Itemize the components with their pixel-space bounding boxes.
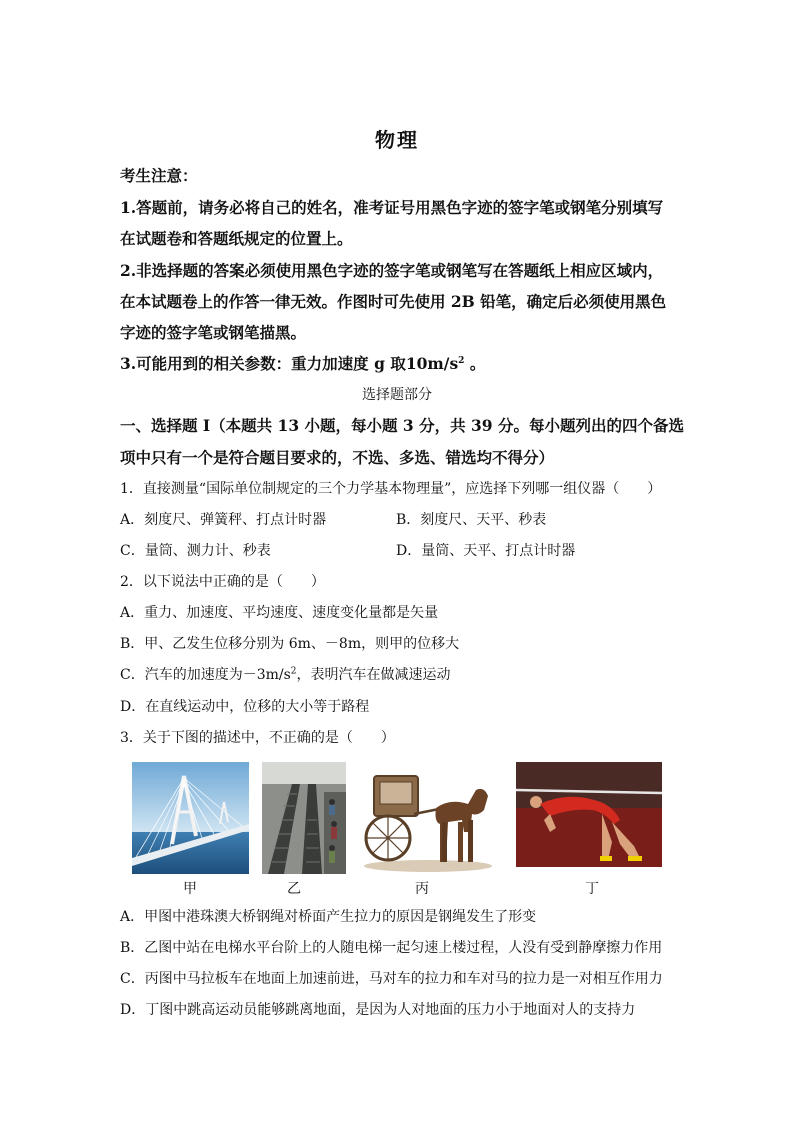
q2-option-a: A．重力、加速度、平均速度、速度变化量都是矢量 bbox=[120, 605, 439, 621]
figure-caption-yi: 乙 bbox=[287, 881, 301, 897]
bridge-image bbox=[132, 762, 249, 874]
notice-line-3: 2.非选择题的答案必须使用黑色字迹的签字笔或钢笔写在答题纸上相应区域内， bbox=[120, 261, 664, 280]
notice-line-6-exponent: 2 bbox=[458, 355, 465, 366]
notice-line-6 bbox=[120, 352, 680, 374]
q2-option-c bbox=[120, 664, 680, 684]
q2-option-c-text: C．汽车的加速度为－3m/s bbox=[120, 667, 291, 683]
section-title: 选择题部分 bbox=[362, 387, 432, 403]
notice-line-1: 1.答题前，请务必将自己的姓名，准考证号用黑色字迹的签字笔或钢笔分别填写 bbox=[120, 198, 664, 217]
high-jump-image bbox=[516, 762, 662, 867]
figure-caption-bing: 丙 bbox=[415, 881, 429, 897]
q2-option-c-end: ，表明汽车在做减速运动 bbox=[296, 667, 451, 683]
notice-line-4: 在本试题卷上的作答一律无效。作图时可先使用 2B 铅笔，确定后必须使用黑色 bbox=[120, 292, 667, 311]
notice-heading: 考生注意： bbox=[120, 166, 198, 185]
figure-caption-ding: 丁 bbox=[585, 881, 599, 897]
q3-option-a: A．甲图中港珠澳大桥钢绳对桥面产生拉力的原因是钢绳发生了形变 bbox=[120, 909, 537, 925]
q2-option-d: D．在直线运动中，位移的大小等于路程 bbox=[120, 699, 370, 715]
q3-option-b: B．乙图中站在电梯水平台阶上的人随电梯一起匀速上楼过程，人没有受到静摩擦力作用 bbox=[120, 940, 663, 956]
q1-option-a: A．刻度尺、弹簧秤、打点计时器 bbox=[120, 512, 327, 528]
q1-option-b: B．刻度尺、天平、秒表 bbox=[396, 512, 547, 528]
horse-cart-image bbox=[358, 762, 498, 874]
q3-option-c: C．丙图中马拉板车在地面上加速前进，马对车的拉力和车对马的拉力是一对相互作用力 bbox=[120, 971, 663, 987]
notice-line-2: 在试题卷和答题纸规定的位置上。 bbox=[120, 229, 353, 248]
section-intro-1: 一、选择题 I（本题共 13 小题，每小题 3 分，共 39 分。每小题列出的四个备选 bbox=[120, 416, 684, 435]
section-intro-2: 项中只有一个是符合题目要求的，不选、多选、错选均不得分） bbox=[120, 448, 555, 467]
q1-option-c: C．量筒、测力计、秒表 bbox=[120, 543, 271, 559]
q3-stem: 3．关于下图的描述中，不正确的是（ ） bbox=[120, 730, 395, 746]
notice-line-6-text: 3.可能用到的相关参数：重力加速度 g 取10m/s bbox=[120, 354, 459, 373]
escalator-image bbox=[262, 762, 346, 874]
figure-caption-jia: 甲 bbox=[183, 881, 197, 897]
page-title: 物理 bbox=[375, 128, 419, 152]
q2-option-b: B．甲、乙发生位移分别为 6m、－8m，则甲的位移大 bbox=[120, 636, 460, 652]
notice-line-6-end: 。 bbox=[464, 354, 486, 373]
q3-option-d: D．丁图中跳高运动员能够跳离地面，是因为人对地面的压力小于地面对人的支持力 bbox=[120, 1002, 636, 1018]
notice-line-5: 字迹的签字笔或钢笔描黑。 bbox=[120, 323, 307, 342]
q1-option-d: D．量筒、天平、打点计时器 bbox=[396, 543, 576, 559]
q2-option-c-exponent: 2 bbox=[290, 666, 297, 677]
q2-stem: 2．以下说法中正确的是（ ） bbox=[120, 574, 325, 590]
q1-stem: 1．直接测量“国际单位制规定的三个力学基本物理量”，应选择下列哪一组仪器（ ） bbox=[120, 481, 662, 497]
